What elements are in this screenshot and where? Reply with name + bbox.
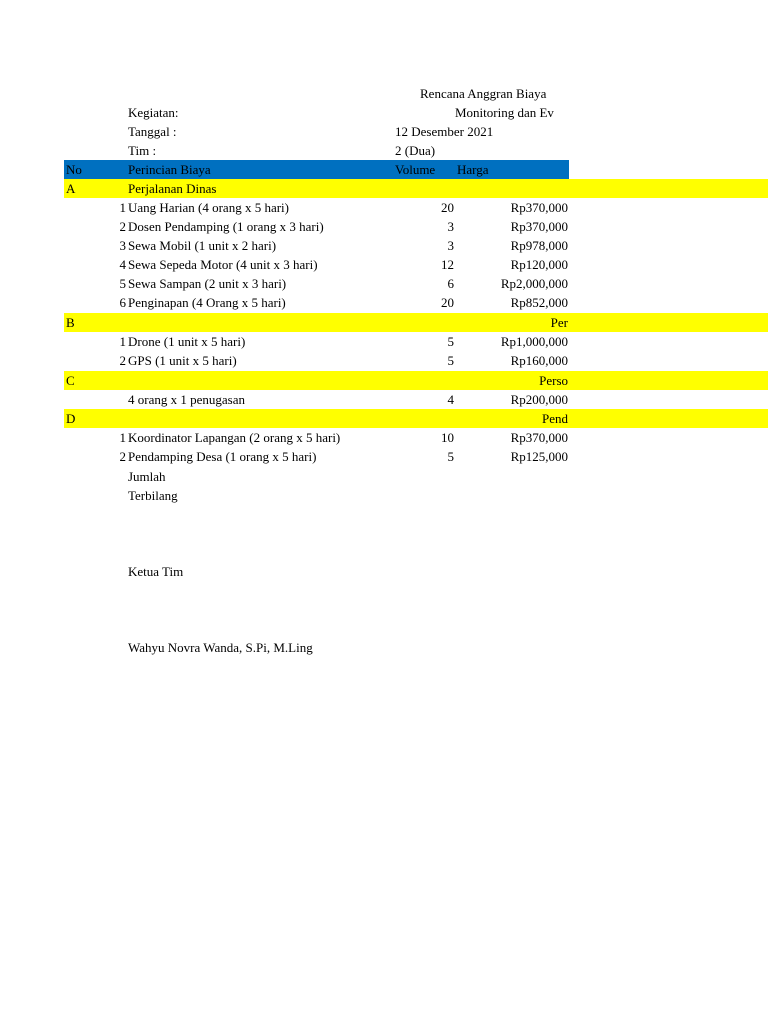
row-number: 2 xyxy=(119,219,126,234)
section-code-c: C xyxy=(66,373,75,388)
row-harga: Rp370,000 xyxy=(510,200,568,215)
row-volume: 5 xyxy=(447,353,454,368)
row-volume: 20 xyxy=(441,295,454,310)
row-number: 2 xyxy=(119,449,126,464)
signature-name: Wahyu Novra Wanda, S.Pi, M.Ling xyxy=(128,640,313,655)
row-description: 4 orang x 1 penugasan xyxy=(128,392,245,407)
column-header-harga: Harga xyxy=(457,162,489,177)
section-label-a: Perjalanan Dinas xyxy=(128,181,217,196)
row-description: Penginapan (4 Orang x 5 hari) xyxy=(128,295,286,310)
row-volume: 20 xyxy=(441,200,454,215)
row-number: 1 xyxy=(119,200,126,215)
kegiatan-value: Monitoring dan Ev xyxy=(455,105,554,120)
row-description: Drone (1 unit x 5 hari) xyxy=(128,334,246,349)
jumlah-label: Jumlah xyxy=(128,469,166,484)
section-label-d: Pend xyxy=(542,411,568,426)
row-volume: 5 xyxy=(447,334,454,349)
row-description: Sewa Mobil (1 unit x 2 hari) xyxy=(128,238,277,253)
section-label-c: Perso xyxy=(539,373,568,388)
row-harga: Rp1,000,000 xyxy=(500,334,568,349)
row-description: Koordinator Lapangan (2 orang x 5 hari) xyxy=(128,430,341,445)
row-harga: Rp370,000 xyxy=(510,219,568,234)
tanggal-label: Tanggal : xyxy=(128,124,177,139)
row-number: 5 xyxy=(119,276,126,291)
row-number: 6 xyxy=(119,295,126,310)
tim-value: 2 (Dua) xyxy=(395,143,436,158)
kegiatan-label: Kegiatan: xyxy=(128,105,179,120)
row-harga: Rp125,000 xyxy=(510,449,568,464)
row-harga: Rp852,000 xyxy=(510,295,568,310)
column-header-rincian: Perincian Biaya xyxy=(128,162,211,177)
row-volume: 3 xyxy=(447,219,454,234)
row-description: Sewa Sepeda Motor (4 unit x 3 hari) xyxy=(128,257,318,272)
row-volume: 5 xyxy=(447,449,454,464)
row-harga: Rp200,000 xyxy=(510,392,568,407)
row-number: 4 xyxy=(119,257,126,272)
row-number: 3 xyxy=(119,238,126,253)
row-description: Uang Harian (4 orang x 5 hari) xyxy=(128,200,289,215)
section-code-b: B xyxy=(66,315,75,330)
row-number: 1 xyxy=(119,334,126,349)
section-code-a: A xyxy=(66,181,76,196)
document-title: Rencana Anggran Biaya xyxy=(420,86,547,101)
row-number: 2 xyxy=(119,353,126,368)
column-header-no: No xyxy=(66,162,82,177)
row-description: GPS (1 unit x 5 hari) xyxy=(128,353,237,368)
row-volume: 10 xyxy=(441,430,454,445)
row-volume: 3 xyxy=(447,238,454,253)
row-harga: Rp120,000 xyxy=(510,257,568,272)
tim-label: Tim : xyxy=(128,143,157,158)
row-volume: 6 xyxy=(447,276,454,291)
row-description: Pendamping Desa (1 orang x 5 hari) xyxy=(128,449,317,464)
tanggal-value: 12 Desember 2021 xyxy=(395,124,494,139)
row-harga: Rp978,000 xyxy=(510,238,568,253)
row-harga: Rp160,000 xyxy=(510,353,568,368)
section-label-b: Per xyxy=(550,315,568,330)
row-volume: 4 xyxy=(447,392,454,407)
row-harga: Rp370,000 xyxy=(510,430,568,445)
signature-role: Ketua Tim xyxy=(128,564,184,579)
row-harga: Rp2,000,000 xyxy=(500,276,568,291)
column-header-volume: Volume xyxy=(395,162,436,177)
terbilang-label: Terbilang xyxy=(128,488,178,503)
row-number: 1 xyxy=(119,430,126,445)
row-description: Sewa Sampan (2 unit x 3 hari) xyxy=(128,276,287,291)
row-description: Dosen Pendamping (1 orang x 3 hari) xyxy=(128,219,324,234)
section-code-d: D xyxy=(66,411,76,426)
row-volume: 12 xyxy=(441,257,454,272)
